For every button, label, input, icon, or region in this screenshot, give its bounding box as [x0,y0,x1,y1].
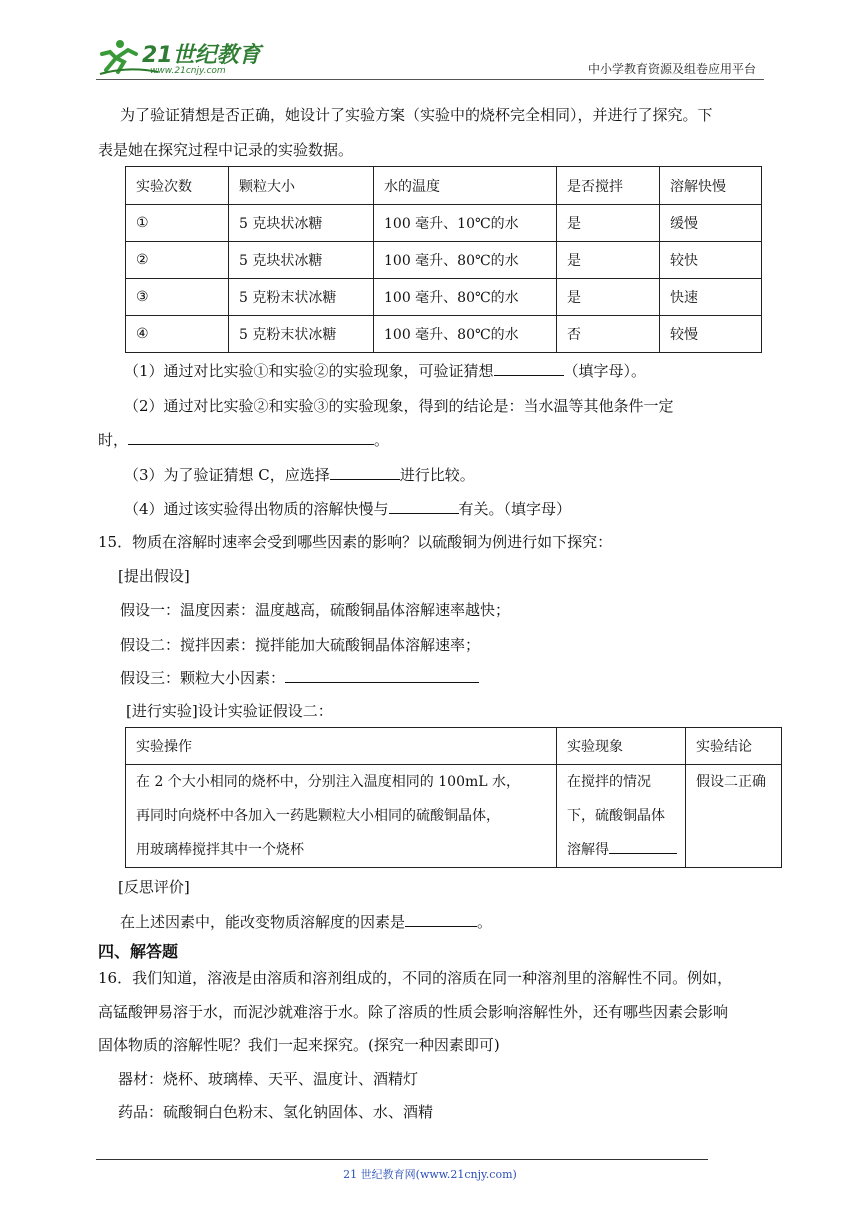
table-cell: ① [126,205,229,242]
table-header: 实验操作 [126,728,557,765]
table-header: 实验次数 [126,167,229,205]
table-header: 实验现象 [557,728,686,765]
answer-blank[interactable] [285,668,479,683]
answer-blank[interactable] [405,912,477,927]
table-cell: ② [126,242,229,279]
operation-line: 在 2 个大小相同的烧杯中，分别注入温度相同的 100mL 水， [136,774,521,790]
q15-hypothesis-3 [120,668,479,688]
q16-equipment: 器材：烧杯、玻璃棒、天平、温度计、酒精灯 [118,1070,419,1088]
q15-refl-text: 在上述因素中，能改变物质溶解度的因素是 [120,913,406,931]
table-header: 溶解快慢 [660,167,762,205]
answer-blank[interactable] [389,499,459,514]
experiment-table [125,166,762,353]
q15-hyp3-text: 假设三：颗粒大小因素： [120,669,286,687]
table-cell: 缓慢 [660,205,762,242]
footer-divider [96,1159,708,1160]
q14-part-4 [124,499,571,519]
q16-line-1: 16．我们知道，溶液是由溶质和溶剂组成的，不同的溶质在同一种溶剂里的溶解性不同。例如， [98,969,733,987]
table-header: 是否搅拌 [557,167,660,205]
q14-part-2: （2）通过对比实验②和实验③的实验现象，得到的结论是：当水温等其他条件一定 [124,397,674,415]
q14-p2-prefix: 时， [98,431,129,449]
table-row [126,765,782,868]
q16-line-3: 固体物质的溶解性呢？我们一起来探究。(探究一种因素即可) [98,1036,500,1054]
footer-text: 21 世纪教育网(www.21cnjy.com) [343,1168,517,1181]
table-cell: ④ [126,316,229,353]
phenomenon-text: 溶解得 [567,842,609,858]
q14-p3-text: （3）为了验证猜想 C，应选择 [124,466,330,484]
q14-p4-text: （4）通过该实验得出物质的溶解快慢与 [124,500,389,518]
q14-p2-suffix: 。 [374,431,390,449]
table-header-row [126,728,782,765]
q15-experiment-heading: [进行实验]设计实验证假设二： [126,702,333,720]
table-cell: 是 [557,205,660,242]
header-platform: 中小学教育资源及组卷应用平台 [587,62,756,76]
q15-table [125,727,782,868]
q14-part-2-cont [98,430,389,450]
table-cell-operation [126,765,557,868]
q15-refl-suffix: 。 [477,913,493,931]
q15-reflection-heading: [反思评价] [118,878,190,896]
table-row [126,205,762,242]
table-row [126,316,762,353]
intro-line-1: 为了验证猜想是否正确，她设计了实验方案（实验中的烧杯完全相同），并进行了探究。下 [120,106,713,124]
intro-line-2: 表是她在探究过程中记录的实验数据。 [98,141,354,159]
table-cell: 5 克块状冰糖 [229,242,374,279]
table-header: 颗粒大小 [229,167,374,205]
logo-url: www.21cnjy.com [150,66,226,76]
q14-p3-suffix: 进行比较。 [399,466,475,484]
q15-reflection [120,912,492,932]
table-cell: 较慢 [660,316,762,353]
answer-blank[interactable] [330,465,400,480]
answer-blank[interactable] [494,361,564,376]
phenomenon-line: 下，硫酸铜晶体 [567,808,665,824]
table-cell: ③ [126,279,229,316]
table-row [126,279,762,316]
header-divider [96,79,764,80]
table-header: 实验结论 [686,728,782,765]
q14-part-1 [124,361,646,381]
table-cell: 否 [557,316,660,353]
table-cell: 较快 [660,242,762,279]
q16-chemicals: 药品：硫酸铜白色粉末、氢化钠固体、水、酒精 [118,1103,434,1121]
phenomenon-line: 在搅拌的情况 [567,774,651,790]
table-cell: 100 毫升、10℃的水 [374,205,557,242]
table-row [126,242,762,279]
q16-line-2: 高锰酸钾易溶于水，而泥沙就难溶于水。除了溶质的性质会影响溶解性外，还有哪些因素会影响 [98,1003,729,1021]
table-cell: 5 克块状冰糖 [229,205,374,242]
q15-hypothesis-1: 假设一：温度因素：温度越高，硫酸铜晶体溶解速率越快； [120,601,511,619]
table-cell: 快速 [660,279,762,316]
q14-p1-suffix: （填字母）。 [563,362,647,380]
site-logo [98,36,261,80]
table-cell: 100 毫升、80℃的水 [374,279,557,316]
table-cell: 5 克粉末状冰糖 [229,279,374,316]
section-heading: 四、解答题 [98,942,179,961]
table-header: 水的温度 [374,167,557,205]
operation-line: 用玻璃棒搅拌其中一个烧杯 [136,842,304,858]
phenomenon-line [567,833,685,867]
answer-blank[interactable] [128,430,374,445]
q15-title: 15．物质在溶解时速率会受到哪些因素的影响？以硫酸铜为例进行如下探究： [98,533,613,551]
q15-hypothesis-2: 假设二：搅拌因素：搅拌能加大硫酸铜晶体溶解速率； [120,636,481,654]
table-cell: 是 [557,242,660,279]
table-cell: 5 克粉末状冰糖 [229,316,374,353]
logo-text: 21世纪教育 [142,43,261,68]
table-cell-phenomenon [557,765,686,868]
table-cell-conclusion: 假设二正确 [686,765,782,868]
q14-p1-text: （1）通过对比实验①和实验②的实验现象，可验证猜想 [124,362,494,380]
table-header-row [126,167,762,205]
table-cell: 100 毫升、80℃的水 [374,316,557,353]
q15-hypothesis-heading: [提出假设] [118,567,190,585]
table-cell: 100 毫升、80℃的水 [374,242,557,279]
q14-p4-suffix: 有关。（填字母） [458,500,572,518]
answer-blank[interactable] [609,839,677,854]
q14-part-3 [124,465,475,485]
table-cell: 是 [557,279,660,316]
operation-line: 再同时向烧杯中各加入一药匙颗粒大小相同的硫酸铜晶体， [136,808,500,824]
